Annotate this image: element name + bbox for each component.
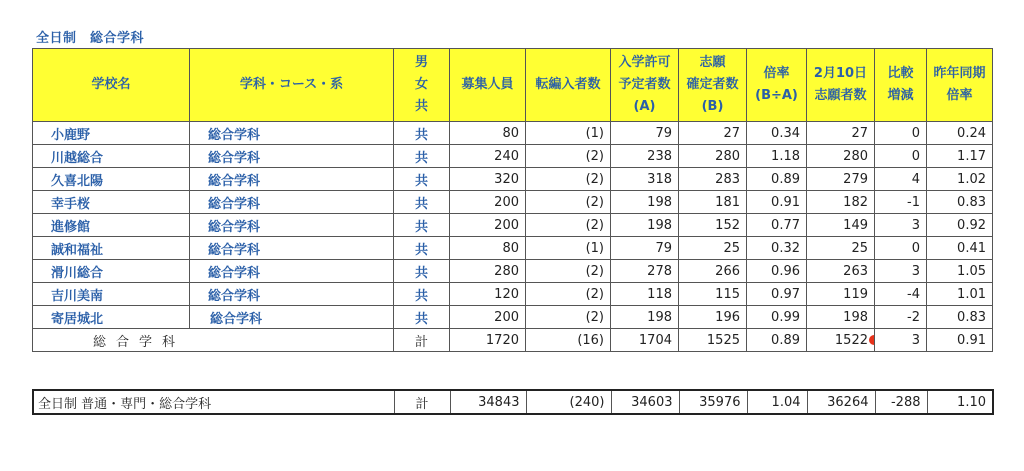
transfer-cell: (2) xyxy=(526,168,611,191)
lastyear-cell: 0.41 xyxy=(927,237,993,260)
lastyear-cell: 0.92 xyxy=(927,214,993,237)
section-title: 全日制 総合学科 xyxy=(36,31,145,46)
school-name: 誠和福祉 xyxy=(33,237,190,260)
admit-cell: 198 xyxy=(611,214,679,237)
total-feb10-value: 1522 xyxy=(834,332,868,348)
sex-cell: 共 xyxy=(394,168,450,191)
table-row xyxy=(33,168,993,191)
red-marker-icon xyxy=(869,335,875,345)
total-feb10-cell xyxy=(807,329,875,352)
school-name: 幸手桜 xyxy=(33,191,190,214)
lastyear-cell: 0.24 xyxy=(927,122,993,145)
dept-name: 総合学科 xyxy=(190,145,394,168)
transfer-cell: (2) xyxy=(526,260,611,283)
school-name: 滑川総合 xyxy=(33,260,190,283)
confirmed-cell: 283 xyxy=(679,168,747,191)
total-sex-cell: 計 xyxy=(394,329,450,352)
school-name: 久喜北陽 xyxy=(33,168,190,191)
table-row xyxy=(33,122,993,145)
transfer-cell: (1) xyxy=(526,122,611,145)
diff-cell: -2 xyxy=(875,306,927,329)
admit-cell: 198 xyxy=(611,306,679,329)
header-row xyxy=(33,49,993,122)
feb10-cell: 27 xyxy=(807,122,875,145)
header-admit xyxy=(611,49,679,122)
ratio-cell: 0.89 xyxy=(747,168,807,191)
sex-cell: 共 xyxy=(394,145,450,168)
feb10-cell: 280 xyxy=(807,145,875,168)
confirmed-cell: 280 xyxy=(679,145,747,168)
header-confirmed-line: (B) xyxy=(701,99,724,114)
feb10-cell: 279 xyxy=(807,168,875,191)
transfer-cell: (1) xyxy=(526,237,611,260)
diff-cell: 3 xyxy=(875,214,927,237)
sex-cell: 共 xyxy=(394,306,450,329)
sex-cell: 共 xyxy=(394,214,450,237)
header-ratio-line: 倍率 xyxy=(763,66,790,81)
dept-name: 総合学科 xyxy=(190,306,394,329)
summary-row xyxy=(33,390,993,414)
sex-cell: 共 xyxy=(394,283,450,306)
ratio-cell: 0.99 xyxy=(747,306,807,329)
sex-cell: 共 xyxy=(394,237,450,260)
table-row xyxy=(33,145,993,168)
total-transfer-cell: (16) xyxy=(526,329,611,352)
summary-label: 全日制 普通・専門・総合学科 xyxy=(33,390,394,414)
total-admit-cell: 1704 xyxy=(611,329,679,352)
feb10-cell: 149 xyxy=(807,214,875,237)
header-sex-line: 共 xyxy=(414,99,428,114)
header-ratio-line: (B÷A) xyxy=(755,88,798,103)
lastyear-cell: 0.83 xyxy=(927,306,993,329)
header-sex xyxy=(394,49,450,122)
recruit-cell: 80 xyxy=(450,122,526,145)
lastyear-cell: 0.83 xyxy=(927,191,993,214)
dept-name: 総合学科 xyxy=(190,122,394,145)
header-sex-line: 男 xyxy=(414,55,428,70)
admit-cell: 238 xyxy=(611,145,679,168)
header-diff-line: 増減 xyxy=(887,88,914,103)
header-admit-line: 予定者数 xyxy=(618,77,671,92)
feb10-cell: 198 xyxy=(807,306,875,329)
total-ratio-cell: 0.89 xyxy=(747,329,807,352)
recruit-cell: 200 xyxy=(450,191,526,214)
summary-table xyxy=(32,389,994,415)
ratio-cell: 0.91 xyxy=(747,191,807,214)
dept-name: 総合学科 xyxy=(190,237,394,260)
total-diff-cell: 3 xyxy=(875,329,927,352)
transfer-cell: (2) xyxy=(526,214,611,237)
header-confirmed-line: 確定者数 xyxy=(686,77,739,92)
lastyear-cell: 1.02 xyxy=(927,168,993,191)
ratio-cell: 0.77 xyxy=(747,214,807,237)
total-recruit-cell: 1720 xyxy=(450,329,526,352)
feb10-cell: 119 xyxy=(807,283,875,306)
header-lastyear xyxy=(927,49,993,122)
dept-name: 総合学科 xyxy=(190,283,394,306)
transfer-cell: (2) xyxy=(526,191,611,214)
admit-cell: 318 xyxy=(611,168,679,191)
dept-name: 総合学科 xyxy=(190,260,394,283)
lastyear-cell: 1.01 xyxy=(927,283,993,306)
header-lastyear-line: 昨年同期 xyxy=(933,66,986,81)
summary-diff-cell: -288 xyxy=(875,390,927,414)
sex-cell: 共 xyxy=(394,122,450,145)
table-row xyxy=(33,306,993,329)
recruit-cell: 200 xyxy=(450,306,526,329)
diff-cell: 3 xyxy=(875,260,927,283)
header-feb10-line: 2月10日 xyxy=(813,66,868,81)
header-lastyear-line: 倍率 xyxy=(946,88,973,103)
dept-name: 総合学科 xyxy=(190,168,394,191)
ratio-cell: 0.34 xyxy=(747,122,807,145)
applicant-table xyxy=(32,48,993,352)
confirmed-cell: 196 xyxy=(679,306,747,329)
lastyear-cell: 1.17 xyxy=(927,145,993,168)
table-row xyxy=(33,260,993,283)
feb10-cell: 182 xyxy=(807,191,875,214)
table-row xyxy=(33,214,993,237)
school-name: 小鹿野 xyxy=(33,122,190,145)
header-recruit: 募集人員 xyxy=(450,49,526,122)
table-row xyxy=(33,237,993,260)
header-admit-line: 入学許可 xyxy=(618,55,671,70)
transfer-cell: (2) xyxy=(526,145,611,168)
summary-ratio-cell: 1.04 xyxy=(747,390,807,414)
summary-transfer-cell: (240) xyxy=(526,390,611,414)
header-admit-line: (A) xyxy=(633,99,656,114)
feb10-cell: 263 xyxy=(807,260,875,283)
admit-cell: 198 xyxy=(611,191,679,214)
ratio-cell: 0.96 xyxy=(747,260,807,283)
school-name: 吉川美南 xyxy=(33,283,190,306)
school-name: 川越総合 xyxy=(33,145,190,168)
total-lastyear-cell: 0.91 xyxy=(927,329,993,352)
recruit-cell: 320 xyxy=(450,168,526,191)
header-feb10-line: 志願者数 xyxy=(814,88,867,103)
admit-cell: 79 xyxy=(611,237,679,260)
sex-cell: 共 xyxy=(394,260,450,283)
total-confirmed-cell: 1525 xyxy=(679,329,747,352)
header-feb10 xyxy=(807,49,875,122)
header-confirmed-line: 志願 xyxy=(699,55,726,70)
summary-confirmed-cell: 35976 xyxy=(679,390,747,414)
header-diff xyxy=(875,49,927,122)
summary-recruit-cell: 34843 xyxy=(450,390,526,414)
summary-feb10-cell: 36264 xyxy=(807,390,875,414)
header-diff-line: 比較 xyxy=(887,66,914,81)
summary-admit-cell: 34603 xyxy=(611,390,679,414)
confirmed-cell: 115 xyxy=(679,283,747,306)
recruit-cell: 280 xyxy=(450,260,526,283)
diff-cell: -1 xyxy=(875,191,927,214)
confirmed-cell: 152 xyxy=(679,214,747,237)
diff-cell: -4 xyxy=(875,283,927,306)
header-dept: 学科・コース・系 xyxy=(190,49,394,122)
ratio-cell: 0.32 xyxy=(747,237,807,260)
header-sex-line: 女 xyxy=(414,77,428,92)
recruit-cell: 120 xyxy=(450,283,526,306)
recruit-cell: 240 xyxy=(450,145,526,168)
admit-cell: 278 xyxy=(611,260,679,283)
diff-cell: 0 xyxy=(875,145,927,168)
diff-cell: 0 xyxy=(875,122,927,145)
table-row xyxy=(33,283,993,306)
school-name: 進修館 xyxy=(33,214,190,237)
admit-cell: 79 xyxy=(611,122,679,145)
ratio-cell: 0.97 xyxy=(747,283,807,306)
lastyear-cell: 1.05 xyxy=(927,260,993,283)
total-row xyxy=(33,329,993,352)
summary-lastyear-cell: 1.10 xyxy=(927,390,993,414)
feb10-cell: 25 xyxy=(807,237,875,260)
sex-cell: 共 xyxy=(394,191,450,214)
total-label: 総合学科 xyxy=(33,329,394,352)
confirmed-cell: 181 xyxy=(679,191,747,214)
school-name: 寄居城北 xyxy=(33,306,190,329)
diff-cell: 4 xyxy=(875,168,927,191)
header-ratio xyxy=(747,49,807,122)
dept-name: 総合学科 xyxy=(190,191,394,214)
admit-cell: 118 xyxy=(611,283,679,306)
transfer-cell: (2) xyxy=(526,283,611,306)
header-school: 学校名 xyxy=(33,49,190,122)
confirmed-cell: 27 xyxy=(679,122,747,145)
summary-sex-cell: 計 xyxy=(394,390,450,414)
dept-name: 総合学科 xyxy=(190,214,394,237)
ratio-cell: 1.18 xyxy=(747,145,807,168)
confirmed-cell: 266 xyxy=(679,260,747,283)
header-transfer: 転編入者数 xyxy=(526,49,611,122)
header-confirmed xyxy=(679,49,747,122)
table-row xyxy=(33,191,993,214)
recruit-cell: 80 xyxy=(450,237,526,260)
confirmed-cell: 25 xyxy=(679,237,747,260)
recruit-cell: 200 xyxy=(450,214,526,237)
transfer-cell: (2) xyxy=(526,306,611,329)
diff-cell: 0 xyxy=(875,237,927,260)
